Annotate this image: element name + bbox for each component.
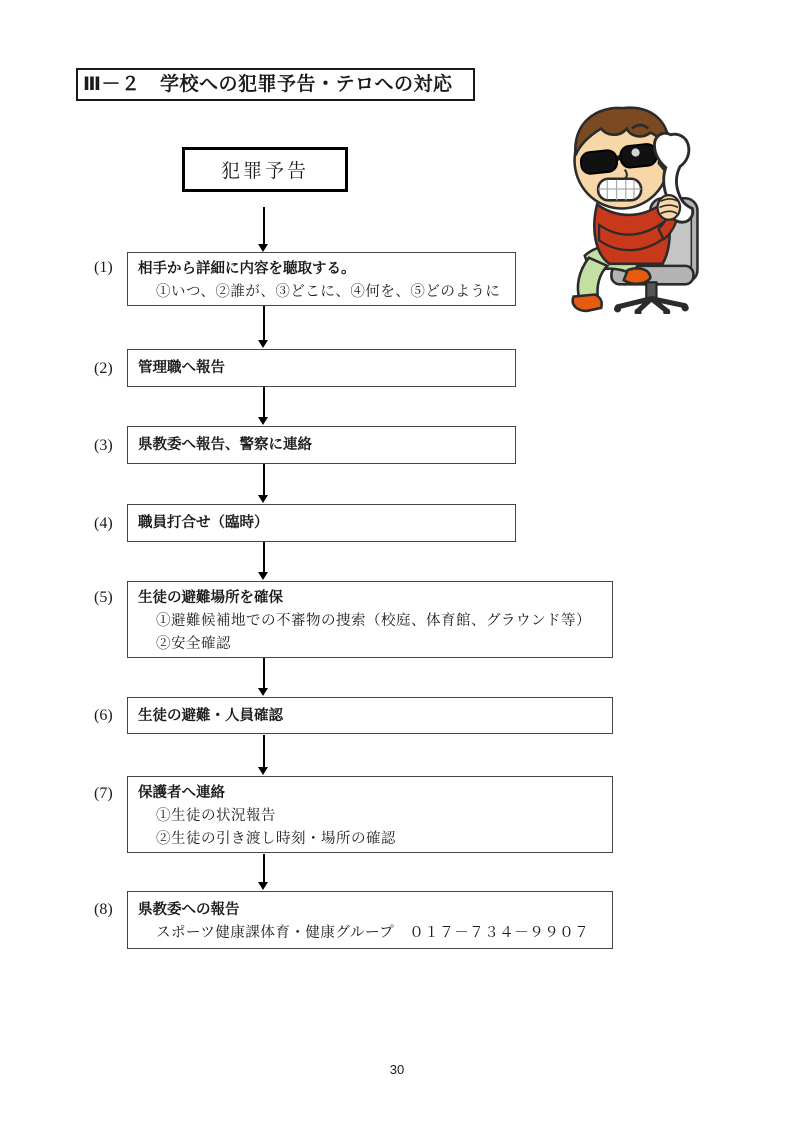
shoe [573,295,602,311]
flow-box-title: 生徒の避難場所を確保 [138,590,283,606]
flow-arrow [257,854,270,890]
flow-box-1 [127,252,516,306]
shoe [624,268,651,283]
page-number: 30 [389,1062,405,1077]
step-number-3: (3) [94,437,113,454]
hand [658,195,681,220]
phone-caller-illustration [568,104,704,314]
page-title: Ⅲ－２ 学校への犯罪予告・テロへの対応 [76,68,475,101]
flow-arrow [257,207,270,252]
step-number-5: (5) [94,589,113,606]
step-number-4: (4) [94,515,113,532]
flow-box-line: ②安全確認 [156,636,231,652]
flow-arrow [257,658,270,696]
flow-box-line: ②生徒の引き渡し時刻・場所の確認 [156,831,396,847]
flow-box-5 [127,581,613,658]
flow-box-line: スポーツ健康課体育・健康グループ ０１７－７３４－９９０７ [156,925,590,941]
flow-box-title: 県教委へ報告、警察に連絡 [138,437,312,453]
flow-arrow [257,306,270,348]
flow-arrow [257,542,270,580]
flow-box-7 [127,776,613,853]
flow-box-line: ①避難候補地での不審物の捜索（校庭、体育館、グラウンド等） [156,613,591,629]
flow-box-line: ①いつ、②誰が、③どこに、④何を、⑤どのように [156,284,501,300]
start-node: 犯罪予告 [182,147,348,192]
head [575,108,671,209]
flow-box-title: 県教委への報告 [138,902,240,918]
flow-box-title: 保護者へ連絡 [138,785,225,801]
flow-box-4 [127,504,516,542]
flow-box-title: 相手から詳細に内容を聴取する。 [138,261,356,277]
step-number-1: (1) [94,259,113,276]
step-number-2: (2) [94,360,113,377]
flow-arrow [257,735,270,775]
step-number-7: (7) [94,785,113,802]
flow-box-8 [127,891,613,949]
grin [598,179,641,201]
flow-box-title: 管理職へ報告 [138,360,225,376]
flow-box-3 [127,426,516,464]
flow-arrow [257,464,270,503]
flow-box-2 [127,349,516,387]
flow-box-title: 生徒の避難・人員確認 [138,707,283,724]
step-number-6: (6) [94,707,113,724]
step-number-8: (8) [94,901,113,918]
flow-arrow [257,387,270,425]
flow-box-title: 職員打合せ（臨時） [138,515,269,531]
flow-box-line: ①生徒の状況報告 [156,808,276,824]
flow-box-6 [127,697,613,734]
